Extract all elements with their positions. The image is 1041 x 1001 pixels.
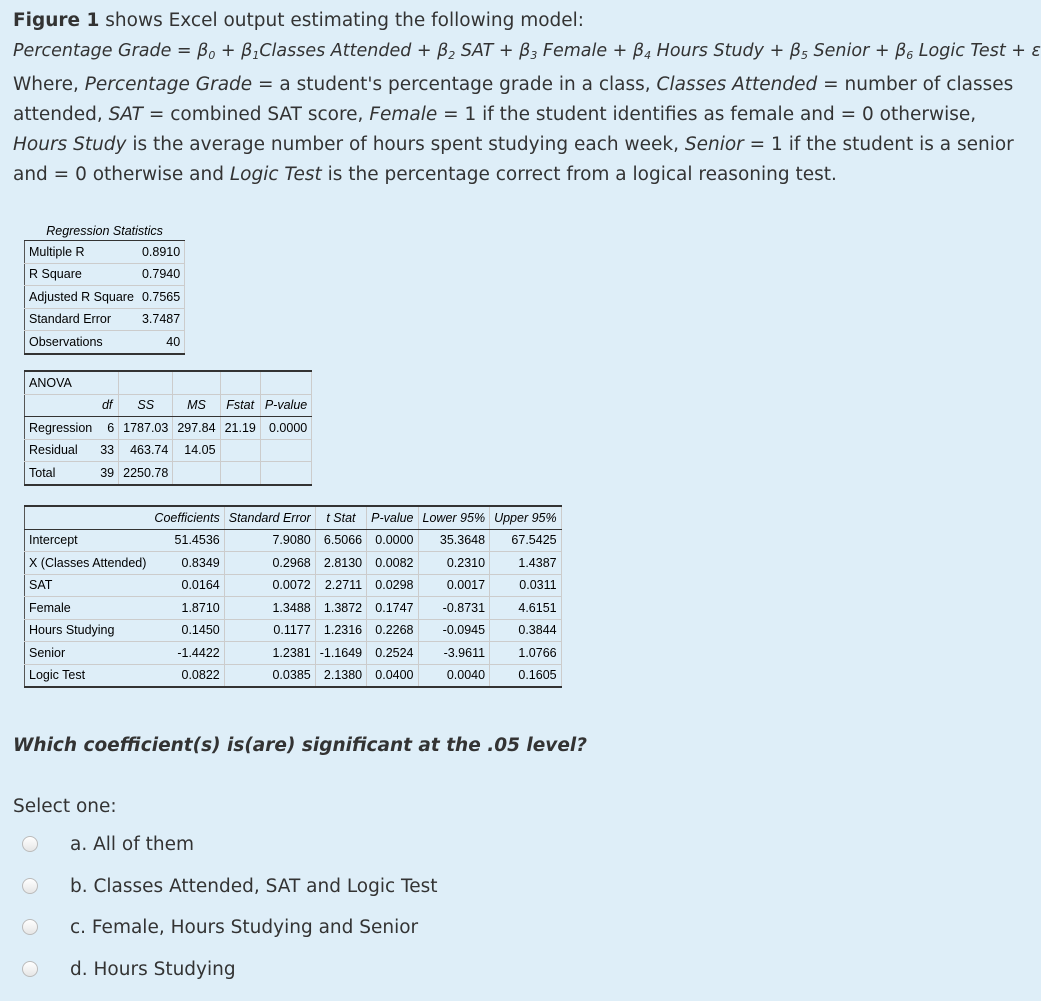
coef-upper: 1.4387: [490, 552, 562, 575]
radio-button-icon[interactable]: [22, 961, 38, 977]
def-text: = a student's percentage grade in a class,: [252, 74, 657, 95]
coef-label: Female: [25, 597, 151, 620]
coefficients-table: [24, 505, 562, 688]
coef-header: Coefficients: [150, 506, 224, 529]
eq-sub-0: 0: [208, 49, 216, 62]
coef-se: 0.0385: [224, 664, 315, 687]
anova-ss: 2250.78: [119, 462, 173, 485]
def-var: Percentage Grade: [84, 74, 253, 95]
eq-sub-4: 4: [644, 49, 652, 62]
table-row: [25, 552, 562, 575]
question-prompt: Which coefficient(s) is(are) significant at the .05 level?: [13, 735, 587, 756]
model-equation: [13, 36, 1041, 66]
coef-lower: 35.3648: [418, 529, 490, 552]
select-one-label: Select one:: [13, 796, 117, 817]
table-row: [25, 529, 562, 552]
coef-p: 0.0000: [367, 529, 418, 552]
coef-upper: 67.5425: [490, 529, 562, 552]
anova-title: ANOVA: [25, 371, 97, 394]
radio-button-icon[interactable]: [22, 836, 38, 852]
option-c[interactable]: [22, 913, 418, 941]
def-text: is the percentage correct from a logical reasoning test.: [321, 164, 837, 185]
figure-label: Figure 1: [13, 10, 100, 31]
coef-t: 2.8130: [315, 552, 366, 575]
coef-t: 1.2316: [315, 619, 366, 642]
option-label: a. All of them: [70, 833, 195, 855]
coef-upper: 4.6151: [490, 597, 562, 620]
regstats-title: Regression Statistics: [25, 222, 185, 241]
regstats-label: Multiple R: [25, 241, 138, 264]
def-var: SAT: [108, 104, 143, 125]
coef-se: 0.1177: [224, 619, 315, 642]
option-a[interactable]: [22, 830, 194, 858]
anova-ss: 463.74: [119, 439, 173, 462]
eq-sub-6: 6: [906, 49, 914, 62]
coef-value: 0.1450: [150, 619, 224, 642]
regression-statistics-table: [24, 222, 185, 355]
table-row: [25, 597, 562, 620]
anova-ms: 297.84: [173, 417, 220, 440]
table-row: [25, 642, 562, 665]
def-text: = 1 if the student is a senior and = 0 otherwise and: [13, 134, 1014, 185]
table-row: [25, 417, 312, 440]
anova-label: Regression: [25, 417, 97, 440]
anova-f: 21.19: [220, 417, 260, 440]
coef-upper: 1.0766: [490, 642, 562, 665]
anova-ss: 1787.03: [119, 417, 173, 440]
coef-value: 0.8349: [150, 552, 224, 575]
regstats-label: Adjusted R Square: [25, 286, 138, 309]
regstats-value: 40: [138, 331, 185, 354]
option-d[interactable]: [22, 955, 236, 983]
anova-label: Total: [25, 462, 97, 485]
eq-t4b: Hours Study + β: [651, 41, 801, 61]
coef-value: -1.4422: [150, 642, 224, 665]
coef-value: 0.0164: [150, 574, 224, 597]
coef-t: -1.1649: [315, 642, 366, 665]
regstats-value: 0.7565: [138, 286, 185, 309]
anova-df: 39: [96, 462, 118, 485]
coef-value: 51.4536: [150, 529, 224, 552]
coef-se: 1.2381: [224, 642, 315, 665]
table-row: [25, 664, 562, 687]
coef-upper: 0.1605: [490, 664, 562, 687]
anova-p: [260, 439, 311, 462]
table-row: [25, 439, 312, 462]
eq-t5b: Senior + β: [807, 41, 907, 61]
anova-df: 6: [96, 417, 118, 440]
eq-sub-5: 5: [800, 49, 808, 62]
radio-button-icon[interactable]: [22, 919, 38, 935]
option-label: b. Classes Attended, SAT and Logic Test: [70, 875, 438, 897]
coef-t: 6.5066: [315, 529, 366, 552]
coef-label: SAT: [25, 574, 151, 597]
coef-p: 0.0400: [367, 664, 418, 687]
coef-se: 0.0072: [224, 574, 315, 597]
def-text: = combined SAT score,: [142, 104, 370, 125]
anova-header: df: [96, 394, 118, 417]
coef-value: 0.0822: [150, 664, 224, 687]
coef-upper: 0.0311: [490, 574, 562, 597]
radio-button-icon[interactable]: [22, 878, 38, 894]
option-label: c. Female, Hours Studying and Senior: [70, 916, 419, 938]
anova-p: [260, 462, 311, 485]
coef-header: P-value: [367, 506, 418, 529]
def-var: Female: [369, 104, 438, 125]
table-row: [25, 619, 562, 642]
def-text: is the average number of hours spent studying each week,: [126, 134, 685, 155]
coef-lower: 0.0040: [418, 664, 490, 687]
eq-t1: + β: [215, 41, 253, 61]
def-var: Classes Attended: [656, 74, 818, 95]
question-text: [13, 0, 1041, 190]
coef-p: 0.2524: [367, 642, 418, 665]
coef-label: Hours Studying: [25, 619, 151, 642]
coef-header: Lower 95%: [418, 506, 490, 529]
def-text: = number of classes attended,: [13, 74, 1014, 125]
eq-lhs: Percentage Grade = β: [13, 41, 209, 61]
coef-lower: -0.8731: [418, 597, 490, 620]
def-text: = 1 if the student identifies as female and = 0 otherwise,: [437, 104, 977, 125]
coef-upper: 0.3844: [490, 619, 562, 642]
coef-t: 2.2711: [315, 574, 366, 597]
def-text: Where,: [13, 74, 85, 95]
coef-lower: 0.0017: [418, 574, 490, 597]
anova-header: SS: [119, 394, 173, 417]
coef-lower: -3.9611: [418, 642, 490, 665]
coef-label: X (Classes Attended): [25, 552, 151, 575]
anova-f: [220, 462, 260, 485]
regstats-label: Observations: [25, 331, 138, 354]
eq-sub-1: 1: [252, 49, 260, 62]
anova-f: [220, 439, 260, 462]
anova-ms: [173, 462, 220, 485]
coef-header: t Stat: [315, 506, 366, 529]
regstats-label: Standard Error: [25, 308, 138, 331]
coef-t: 2.1380: [315, 664, 366, 687]
coef-value: 1.8710: [150, 597, 224, 620]
anova-header: MS: [173, 394, 220, 417]
coef-header: Standard Error: [224, 506, 315, 529]
coef-t: 1.3872: [315, 597, 366, 620]
def-var: Senior: [684, 134, 744, 155]
intro-text: shows Excel output estimating the following model:: [99, 10, 585, 31]
coef-label: Senior: [25, 642, 151, 665]
coef-se: 1.3488: [224, 597, 315, 620]
intro-line: [13, 6, 1018, 36]
table-row: [25, 574, 562, 597]
table-row: [25, 462, 312, 485]
def-var: Logic Test: [229, 164, 322, 185]
regstats-value: 0.7940: [138, 263, 185, 286]
coef-p: 0.1747: [367, 597, 418, 620]
coef-p: 0.0298: [367, 574, 418, 597]
coef-label: Intercept: [25, 529, 151, 552]
coef-lower: 0.2310: [418, 552, 490, 575]
coef-se: 0.2968: [224, 552, 315, 575]
regstats-value: 3.7487: [138, 308, 185, 331]
anova-p: 0.0000: [260, 417, 311, 440]
coef-p: 0.2268: [367, 619, 418, 642]
variable-definitions: [13, 70, 1018, 190]
anova-header: Fstat: [220, 394, 260, 417]
coef-se: 7.9080: [224, 529, 315, 552]
eq-sub-2: 2: [448, 49, 456, 62]
eq-t2b: SAT + β: [455, 41, 531, 61]
coef-label: Logic Test: [25, 664, 151, 687]
coef-p: 0.0082: [367, 552, 418, 575]
option-label: d. Hours Studying: [70, 958, 236, 980]
coef-lower: -0.0945: [418, 619, 490, 642]
eq-t6b: Logic Test + ε: [913, 41, 1041, 61]
anova-table: [24, 370, 312, 486]
eq-t3b: Female + β: [537, 41, 645, 61]
eq-t1b: Classes Attended + β: [259, 41, 449, 61]
anova-label: Residual: [25, 439, 97, 462]
regstats-value: 0.8910: [138, 241, 185, 264]
regstats-label: R Square: [25, 263, 138, 286]
anova-header: P-value: [260, 394, 311, 417]
anova-df: 33: [96, 439, 118, 462]
def-var: Hours Study: [13, 134, 127, 155]
coef-header: Upper 95%: [490, 506, 562, 529]
eq-sub-3: 3: [530, 49, 538, 62]
option-b[interactable]: [22, 872, 438, 900]
anova-ms: 14.05: [173, 439, 220, 462]
